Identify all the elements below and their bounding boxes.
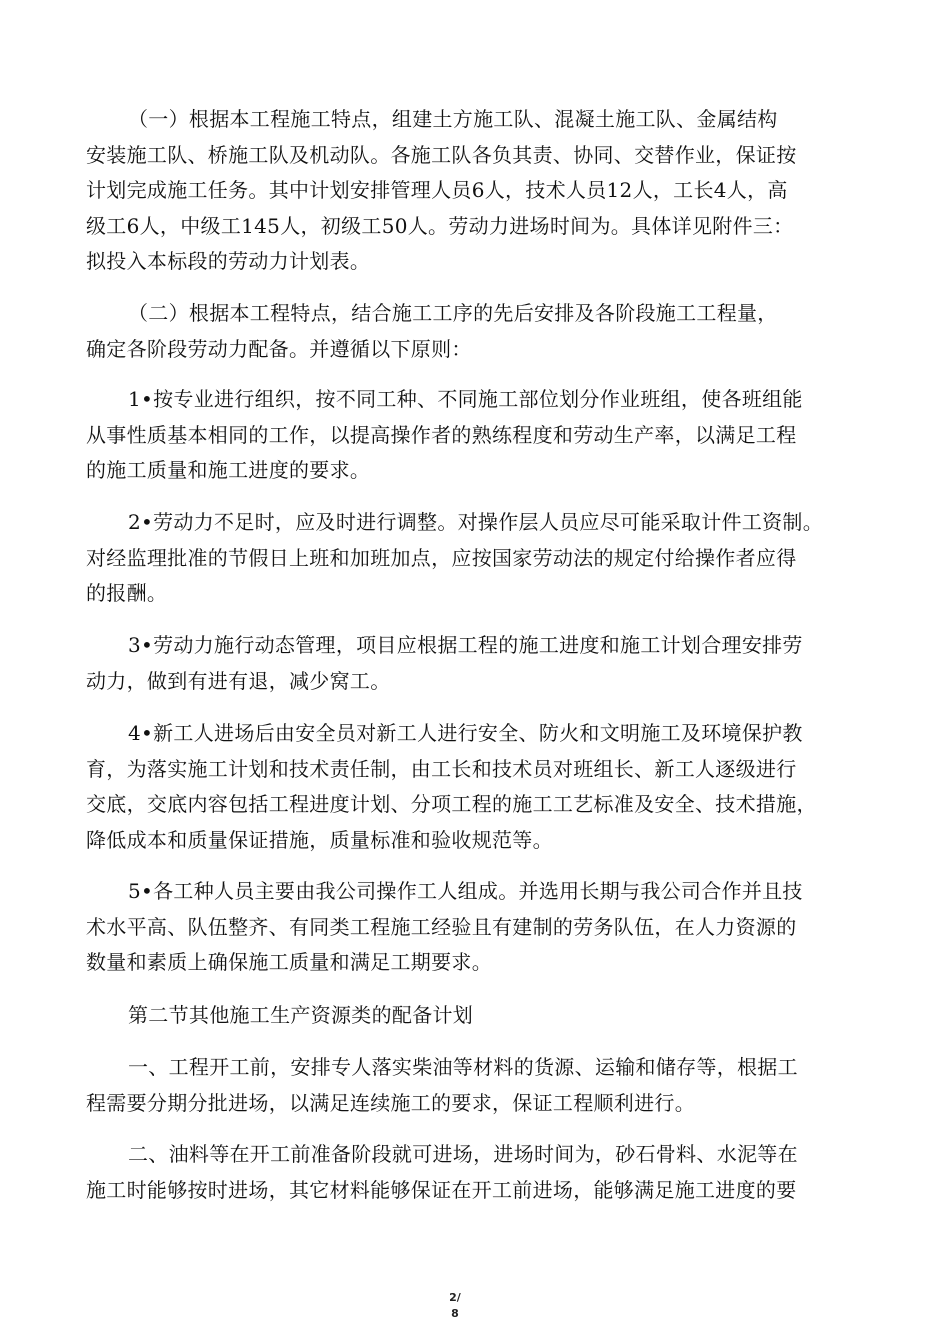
text-line: 二、油料等在开工前准备阶段就可进场，进场时间为，砂石骨料、水泥等在 [128,1142,798,1166]
text-line: 育，为落实施工计划和技术责任制，由工长和技术员对班组长、新工人逐级进行 [86,756,797,781]
text-line: 的报酬。 [86,581,168,606]
text-line: 拟投入本标段的劳动力计划表。 [86,249,371,274]
page-number-current: 2/ [449,1291,461,1304]
text-line: 交底，交底内容包括工程进度计划、分项工程的施工工艺标准及安全、技术措施， [86,792,817,817]
text-line: 2•劳动力不足时，应及时进行调整。对操作层人员应尽可能采取计件工资制。 [128,510,824,534]
text-line: 数量和素质上确保施工质量和满足工期要求。 [86,950,492,975]
principle-item-2 [86,505,876,612]
text-line: 计划完成施工任务。其中计划安排管理人员6人，技术人员12人，工长4人，高 [86,178,788,203]
text-line: 一、工程开工前，安排专人落实柴油等材料的货源、运输和储存等，根据工 [128,1055,798,1079]
section-heading [86,998,876,1034]
text-line: 3•劳动力施行动态管理，项目应根据工程的施工进度和施工计划合理安排劳 [128,633,803,657]
text-line: 确定各阶段劳动力配备。并遵循以下原则： [86,336,472,361]
section-title: 第二节其他施工生产资源类的配备计划 [128,1003,474,1027]
text-line: （二）根据本工程特点，结合施工工序的先后安排及各阶段施工工程量， [128,301,778,325]
page-number-total: 8 [451,1307,459,1320]
paragraph-labor-principles [86,296,876,367]
text-line: 级工6人，中级工145人，初级工50人。劳动力进场时间为。具体详见附件三： [86,213,794,238]
text-line: 术水平高、队伍整齐、有同类工程施工经验且有建制的劳务队伍，在人力资源的 [86,914,797,939]
text-line: 4•新工人进场后由安全员对新工人进行安全、防火和文明施工及环境保护教 [128,721,803,745]
paragraph-labor-organization [86,102,876,280]
principle-item-3 [86,628,876,699]
text-line: 5•各工种人员主要由我公司操作工人组成。并选用长期与我公司合作并且技 [128,879,803,903]
principle-item-4 [86,716,876,858]
paragraph-fuel-supply [86,1137,876,1208]
text-line: 降低成本和质量保证措施，质量标准和验收规范等。 [86,827,553,852]
text-line: 施工时能够按时进场，其它材料能够保证在开工前进场，能够满足施工进度的要 [86,1177,797,1202]
text-line: 1•按专业进行组织，按不同工种、不同施工部位划分作业班组，使各班组能 [128,387,803,411]
paragraph-materials-plan [86,1050,876,1121]
text-line: 的施工质量和施工进度的要求。 [86,458,371,483]
principle-item-5 [86,874,876,981]
text-line: （一）根据本工程施工特点，组建土方施工队、混凝土施工队、金属结构 [128,107,778,131]
principle-item-1 [86,382,876,489]
text-line: 从事性质基本相同的工作，以提高操作者的熟练程度和劳动生产率，以满足工程 [86,422,797,447]
text-line: 动力，做到有进有退，减少窝工。 [86,668,391,693]
page-number [440,1290,470,1322]
text-line: 对经监理批准的节假日上班和加班加点，应按国家劳动法的规定付给操作者应得 [86,545,797,570]
text-line: 程需要分期分批进场，以满足连续施工的要求，保证工程顺利进行。 [86,1090,695,1115]
text-line: 安装施工队、桥施工队及机动队。各施工队各负其责、协同、交替作业，保证按 [86,142,797,167]
